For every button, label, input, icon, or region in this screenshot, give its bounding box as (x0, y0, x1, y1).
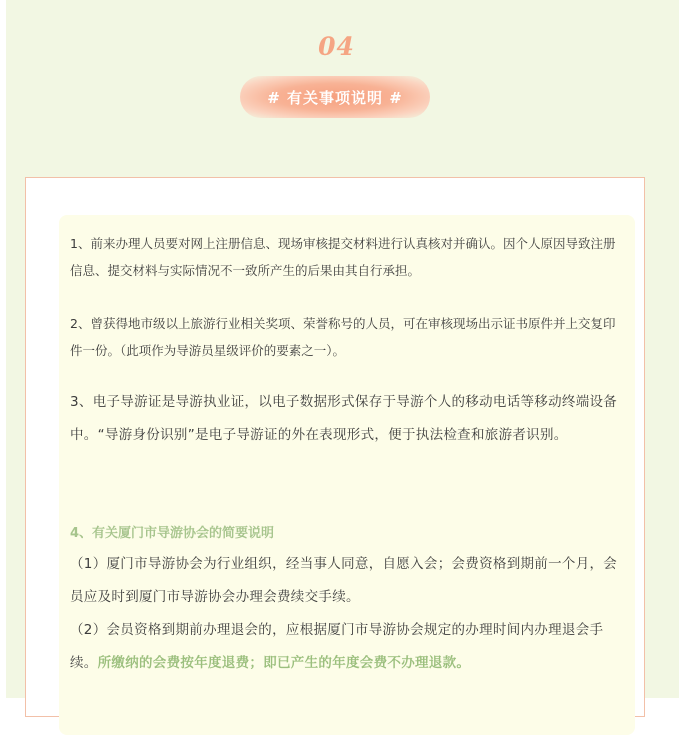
item-4-2-highlight: 所缴纳的会费按年度退费；即已产生的年度会费不办理退款。 (97, 655, 471, 671)
item-4-2-text (70, 614, 622, 680)
item-4-2-plain: （2）会员资格到期前办理退会的，应根据厦门市导游协会规定的办理时间内办理退会手续。 (70, 622, 604, 671)
section-title: # 有关事项说明 # (267, 88, 403, 107)
item-4-1-text: （1）厦门市导游协会为行业组织，经当事人同意，自愿入会；会费资格到期前一个月，会员应及时到厦门市导游协会办理会费续交手续。 (70, 556, 618, 605)
item-3-text: 3、电子导游证是导游执业证，以电子数据形式保存于导游个人的移动电话等移动终端设备中。“导游身份识别”是电子导游证的外在表现形式，便于执法检查和旅游者识别。 (70, 394, 618, 443)
section-number: 04 (318, 32, 355, 61)
item-1-text: 1、前来办理人员要对网上注册信息、现场审核提交材料进行认真核对并确认。因个人原因导致注册信息、提交材料与实际情况不一致所产生的后果由其自行承担。 (70, 236, 616, 278)
section-title-badge (240, 76, 430, 118)
item-2-text: 2、曾获得地市级以上旅游行业相关奖项、荣誉称号的人员，可在审核现场出示证书原件并上交复印件一份。（此项作为导游员星级评价的要素之一）。 (70, 316, 616, 358)
item-4-heading: 4、有关厦门市导游协会的简要说明 (70, 526, 275, 541)
